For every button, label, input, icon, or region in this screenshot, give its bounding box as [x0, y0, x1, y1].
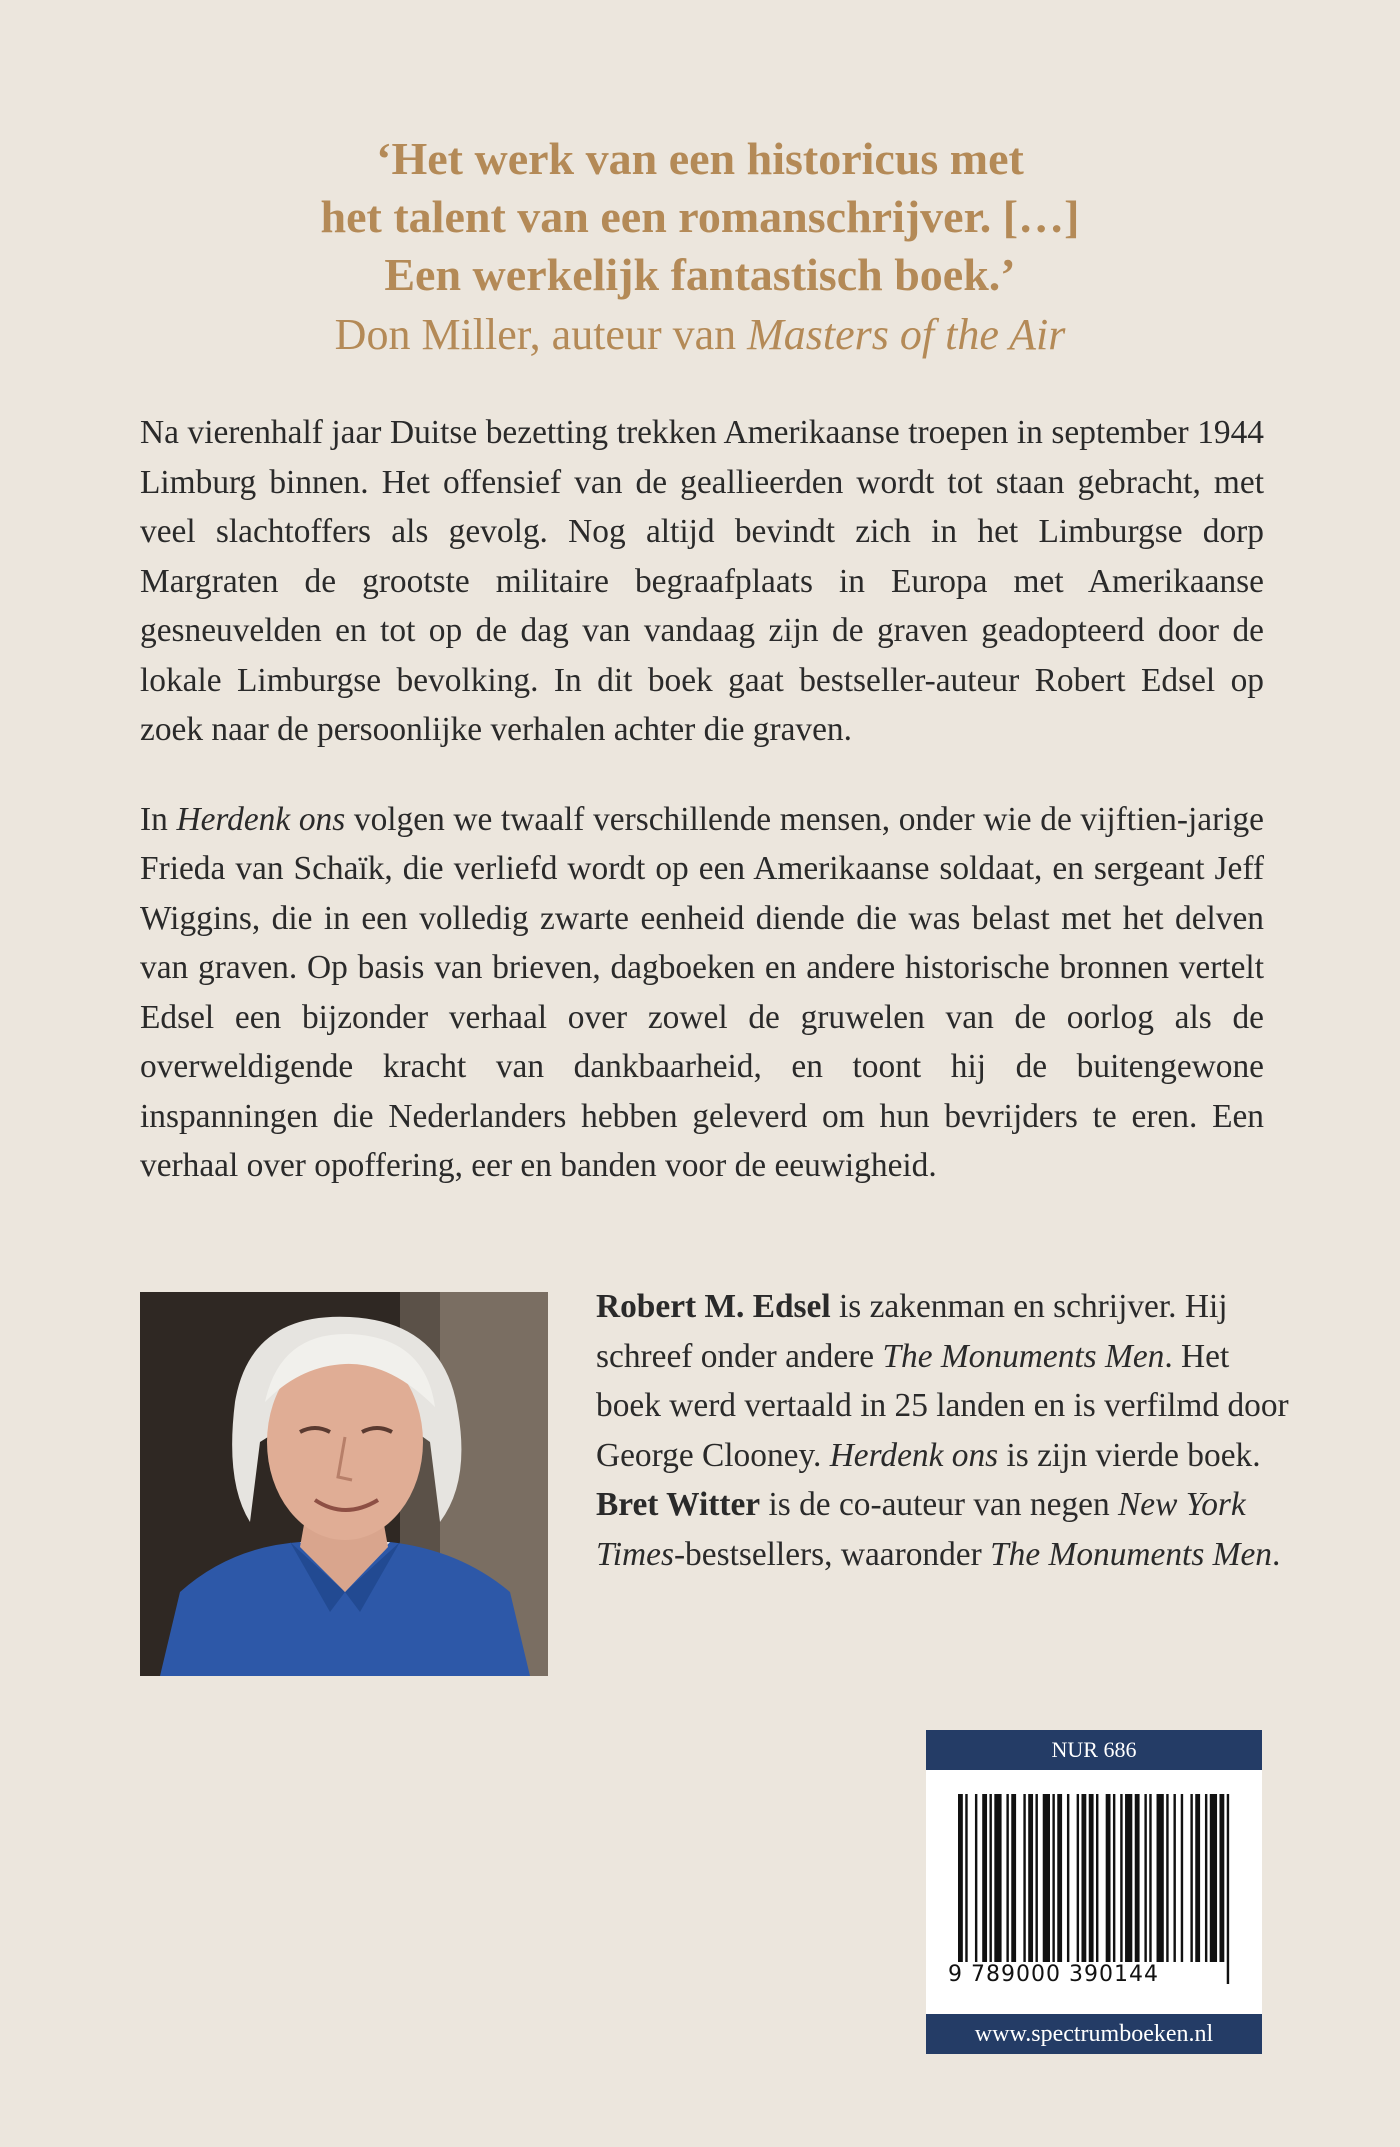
- author-bios: [596, 1282, 1296, 1579]
- barcode-bar: [1120, 1794, 1122, 1962]
- blurb-p2-text: volgen we twaalf verschillende mensen, onder wie de vijftien-jarige Frieda van Schaïk, die verliefd wordt op een Amerikaanse soldaat, en sergeant Jeff Wiggins, die in een volledig zwarte eenheid diende die was belast met het delven van graven. Op basis van brieven, dagboeken en andere historische bronnen vertelt Edsel een bijzonder verhaal over zowel de gruwelen van de oorlog als de overweldigende kracht van dankbaarheid, en toont hij de buitengewone inspanningen die Nederlanders hebben geleverd om hun bevrijders te eren. Een verhaal over opoffering, eer en banden voor de eeuwigheid.: [140, 800, 1264, 1184]
- barcode-bar: [1067, 1794, 1069, 1962]
- bio-witter-text-2: -bestsellers, waaronder: [673, 1535, 991, 1573]
- barcode-bar: [1006, 1794, 1008, 1962]
- barcode-bar: [982, 1794, 987, 1962]
- barcode-bar: [1166, 1794, 1168, 1962]
- barcode-bar: [1089, 1794, 1094, 1962]
- bio-edsel-text-1: is zakenman en schrijver. Hij schreef onder andere: [596, 1288, 1228, 1375]
- barcode-bar: [1205, 1794, 1207, 1962]
- barcode-bar: [1219, 1794, 1224, 1962]
- barcode-bar: [1149, 1794, 1151, 1962]
- barcode-bar: [1181, 1794, 1183, 1962]
- barcode-bar: [1052, 1794, 1054, 1962]
- barcode-bar: [1113, 1794, 1115, 1962]
- barcode-bar: [1106, 1794, 1111, 1962]
- barcode-bar: [1173, 1794, 1175, 1962]
- bio-name-witter: Bret Witter: [596, 1486, 761, 1523]
- blurb: [140, 408, 1264, 1231]
- bio-edsel-book-1: The Monuments Men: [882, 1337, 1165, 1375]
- barcode-bar: [1210, 1794, 1217, 1962]
- barcode-bar: [1011, 1794, 1016, 1962]
- bio-witter-text-1: is de co-auteur van negen: [760, 1486, 1118, 1523]
- bio-edsel-text-3: is zijn vierde boek.: [998, 1436, 1261, 1474]
- publisher-website: www.spectrumboeken.nl: [926, 2014, 1262, 2054]
- quote-line-2: het talent van een romanschrijver. […]: [320, 191, 1080, 242]
- bio-robert-edsel: [596, 1282, 1296, 1480]
- barcode-bar: [1096, 1794, 1098, 1984]
- barcode-block: [926, 1730, 1262, 2054]
- bio-edsel-text-2: . Het boek werd vertaald in 25 landen en is verfilmd door George Clooney.: [596, 1337, 1289, 1474]
- barcode-bar: [1081, 1794, 1086, 1962]
- barcode-bar: [1144, 1794, 1146, 1962]
- barcode-bar: [1057, 1794, 1062, 1962]
- barcode-bar: [965, 1794, 967, 1984]
- blurb-p2-prefix: In: [140, 800, 177, 838]
- attribution-book-title: Masters of the Air: [747, 310, 1066, 359]
- quote-line-3: Een werkelijk fantastisch boek.’: [384, 249, 1016, 300]
- isbn-digits: 9 789000 390144: [948, 1962, 1159, 1987]
- barcode-bar: [1195, 1794, 1200, 1962]
- author-photo: [140, 1292, 548, 1676]
- barcode-bar: [1190, 1794, 1192, 1962]
- blurb-paragraph-1: Na vierenhalf jaar Duitse bezetting trekken Amerikaanse troepen in september 1944 Limburg binnen. Het offensief van de geallieerden wordt tot staan gebracht, met veel slachtoffers als gevolg. Nog altijd bevindt zich in het Limburgse dorp Margraten de grootste militaire begraafplaats in Europa met Amerikaanse gesneuvelden en tot op de dag van vandaag zijn de graven geadopteerd door de lokale Limburgse bevolking. In dit boek gaat bestseller-auteur Robert Edsel op zoek naar de persoonlijke verhalen achter die graven.: [140, 414, 1264, 748]
- bio-edsel-book-2: Herdenk ons: [829, 1436, 999, 1474]
- barcode-bar: [1023, 1794, 1025, 1962]
- barcode-bar: [958, 1794, 963, 1984]
- quote-attribution: [0, 306, 1400, 364]
- barcode-bar: [975, 1794, 977, 1962]
- review-quote: [0, 130, 1400, 364]
- bio-witter-book-2: The Monuments Men: [990, 1535, 1273, 1573]
- bio-bret-witter: [596, 1480, 1296, 1579]
- barcode-bar: [1125, 1794, 1132, 1962]
- author-portrait-illustration: [140, 1292, 548, 1676]
- bio-witter-text-3: .: [1272, 1535, 1281, 1573]
- barcode-bar: [1035, 1794, 1037, 1962]
- blurb-book-title: Herdenk ons: [176, 800, 346, 838]
- bio-witter-book-1: New York Times: [596, 1486, 1246, 1573]
- barcode-bar: [1077, 1794, 1079, 1962]
- barcode-bar: [1135, 1794, 1140, 1962]
- quote-line-1: ‘Het werk van een historicus met: [376, 133, 1024, 184]
- nur-label: NUR 686: [926, 1730, 1262, 1770]
- blurb-paragraph-2: [140, 795, 1264, 1191]
- isbn-number: [946, 1962, 1242, 1987]
- barcode-bar: [1043, 1794, 1050, 1962]
- bio-name-edsel: Robert M. Edsel: [596, 1288, 831, 1325]
- barcode-bar: [1227, 1794, 1229, 1984]
- barcode-bar: [1028, 1794, 1033, 1962]
- attribution-author: Don Miller, auteur van: [334, 310, 748, 359]
- barcode-bar: [994, 1794, 1001, 1962]
- isbn-barcode: [958, 1794, 1234, 1984]
- barcode-bar: [989, 1794, 991, 1962]
- barcode-bar: [1157, 1794, 1164, 1962]
